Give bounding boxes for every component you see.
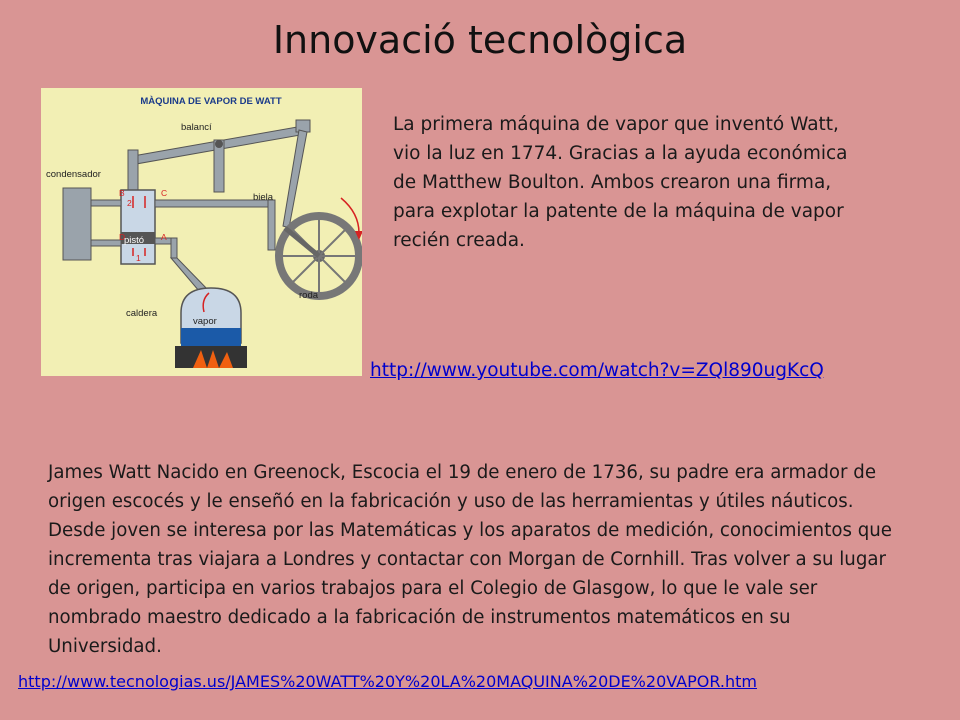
label-biela: biela xyxy=(253,192,274,203)
label-pisto: pistó xyxy=(124,235,145,246)
label-condensador: condensador xyxy=(46,169,101,180)
label-balanci: balancí xyxy=(181,122,212,133)
tecnologias-link[interactable]: http://www.tecnologias.us/JAMES%20WATT%20Y%20LA%20MAQUINA%20DE%20VAPOR.htm xyxy=(18,672,757,691)
steam-engine-diagram xyxy=(41,88,362,376)
slide-title: Innovació tecnològica xyxy=(272,18,688,62)
label-2: 2 xyxy=(127,198,132,208)
label-B: B xyxy=(119,188,125,198)
steam-engine-illustration xyxy=(41,88,362,376)
label-A: A xyxy=(161,232,167,242)
biography-paragraph: James Watt Nacido en Greenock, Escocia el 19 de enero de 1736, su padre era armador de origen escocés y le enseñó en la fabricación y uso de las herramientas y útiles náuticos. Desde joven se interesa por las Matemáticas y los aparatos de medición, conocimientos que incrementa tras viajara a Londres y contactar con Morgan de Cornhill. Tras volver a su lugar de origen, participa en varios trabajos para el Colegio de Glasgow, lo que le vale ser nombrado maestro dedicado a la fabricación de instrumentos matemáticos en su Universidad. xyxy=(48,462,892,657)
label-D: D xyxy=(119,232,126,242)
diagram-title: MÀQUINA DE VAPOR DE WATT xyxy=(140,96,282,107)
youtube-link[interactable]: http://www.youtube.com/watch?v=ZQl890ugKcQ xyxy=(370,360,824,381)
label-roda: roda xyxy=(299,290,319,301)
label-1: 1 xyxy=(136,253,141,263)
label-vapor: vapor xyxy=(193,316,217,327)
intro-paragraph: La primera máquina de vapor que inventó Watt, vio la luz en 1774. Gracias a la ayuda económica de Matthew Boulton. Ambos crearon una firma, para explotar la patente de la máquina de vapor recién creada. xyxy=(393,114,848,251)
label-C: C xyxy=(161,188,168,198)
label-caldera: caldera xyxy=(126,308,158,319)
